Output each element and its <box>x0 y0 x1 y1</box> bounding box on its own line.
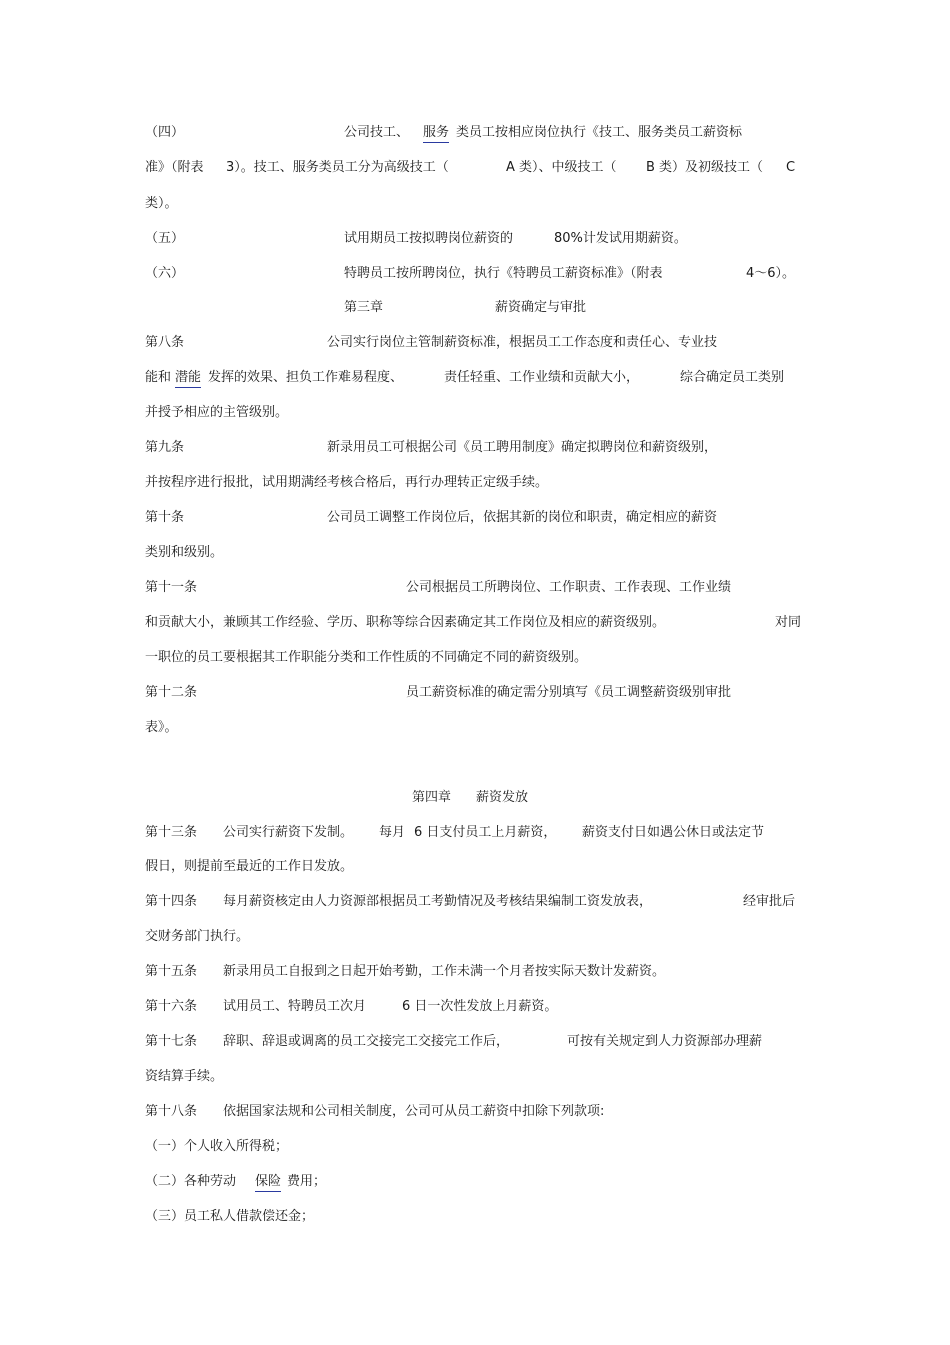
text-span: 试用期员工按拟聘岗位薪资的 <box>344 231 514 246</box>
text-span: 对同 <box>775 615 802 630</box>
text-span: 特聘员工按所聘岗位，执行《特聘员工薪资标准》（附表 <box>344 266 663 281</box>
article-15-label: 第十五条 <box>145 964 198 979</box>
text-span: 新录用员工自报到之日起开始考勤，工作未满一个月者按实际天数计发薪资。 <box>223 964 666 979</box>
text-span: 公司员工调整工作岗位后，依据其新的岗位和职责，确定相应的薪资 <box>327 510 718 525</box>
article-16-label: 第十六条 <box>145 999 198 1014</box>
service-link[interactable]: 服务 <box>423 125 449 143</box>
text-span: 3）。技工、服务类员工分为高级技工（ <box>226 160 449 175</box>
article-12-label: 第十二条 <box>145 685 198 700</box>
text-span: 依据国家法规和公司相关制度，公司可从员工薪资中扣除下列款项: <box>223 1104 605 1119</box>
article-17-label: 第十七条 <box>145 1034 198 1049</box>
article-9-label: 第九条 <box>145 440 185 455</box>
article-13-label: 第十三条 <box>145 825 198 840</box>
text-span: 每月薪资核定由人力资源部根据员工考勤情况及考核结果编制工资发放表， <box>223 894 653 909</box>
text-span: 准》（附表 <box>145 160 204 175</box>
text-span: 表》。 <box>145 720 178 735</box>
text-span: 和贡献大小，兼顾其工作经验、学历、职称等综合因素确定其工作岗位及相应的薪资级别。 <box>145 615 666 630</box>
text-span: 公司技工、 <box>344 125 410 140</box>
text-span: 公司实行薪资下发制。 <box>223 825 354 840</box>
text-span: 综合确定员工类别 <box>680 370 785 385</box>
text-span: B 类）及初级技工（ <box>646 160 764 175</box>
article-18-label: 第十八条 <box>145 1104 198 1119</box>
text-span: 6 日一次性发放上月薪资。 <box>402 999 558 1014</box>
chapter-3-number: 第三章 <box>344 300 384 315</box>
article-11-label: 第十一条 <box>145 580 198 595</box>
text-span: 试用员工、特聘员工次月 <box>223 999 367 1014</box>
text-span: 公司实行岗位主管制薪资标准，根据员工工作态度和责任心、专业技 <box>327 335 718 350</box>
text-span: 每月 <box>379 825 406 840</box>
chapter-4-number: 第四章 <box>412 790 452 805</box>
text-span: A 类）、中级技工（ <box>506 160 617 175</box>
text-span: 费用； <box>287 1174 327 1189</box>
list-item: （一）个人收入所得税； <box>145 1139 289 1154</box>
potential-link[interactable]: 潜能 <box>175 370 201 388</box>
text-span: 能和 <box>145 370 172 385</box>
text-span: 可按有关规定到人力资源部办理薪 <box>567 1034 763 1049</box>
text-span: 并按程序进行报批，试用期满经考核合格后，再行办理转正定级手续。 <box>145 475 549 490</box>
article-10-label: 第十条 <box>145 510 185 525</box>
item-4-label: （四） <box>145 125 185 140</box>
text-span: 员工薪资标准的确定需分别填写《员工调整薪资级别审批 <box>406 685 732 700</box>
list-item: （三）员工私人借款偿还金； <box>145 1209 315 1224</box>
item-5-label: （五） <box>145 231 185 246</box>
text-span: C <box>786 160 796 175</box>
text-span: 假日，则提前至最近的工作日发放。 <box>145 859 354 874</box>
insurance-link[interactable]: 保险 <box>255 1174 281 1192</box>
text-span: 类）。 <box>145 196 178 211</box>
text-span: 资结算手续。 <box>145 1069 224 1084</box>
text-span: 辞职、辞退或调离的员工交接完工交接完工作后， <box>223 1034 510 1049</box>
text-span: 并授予相应的主管级别。 <box>145 405 289 420</box>
text-span: 一职位的员工要根据其工作职能分类和工作性质的不同确定不同的薪资级别。 <box>145 650 588 665</box>
text-span: 80%计发试用期薪资。 <box>554 231 687 246</box>
item-6-label: （六） <box>145 266 185 281</box>
article-8-label: 第八条 <box>145 335 185 350</box>
text-span: 4～6）。 <box>746 266 796 281</box>
text-span: 责任轻重、工作业绩和贡献大小， <box>444 370 640 385</box>
text-span: 类别和级别。 <box>145 545 224 560</box>
chapter-4-title: 薪资发放 <box>476 790 529 805</box>
text-span: （二）各种劳动 <box>145 1174 237 1189</box>
text-span: 薪资支付日如遇公休日或法定节 <box>582 825 765 840</box>
text-span: 类员工按相应岗位执行《技工、服务类员工薪资标 <box>456 125 743 140</box>
text-span: 经审批后 <box>743 894 796 909</box>
chapter-3-title: 薪资确定与审批 <box>495 300 587 315</box>
text-span: 新录用员工可根据公司《员工聘用制度》确定拟聘岗位和薪资级别， <box>327 440 718 455</box>
text-span: 公司根据员工所聘岗位、工作职责、工作表现、工作业绩 <box>406 580 732 595</box>
article-14-label: 第十四条 <box>145 894 198 909</box>
text-span: 发挥的效果、担负工作难易程度、 <box>208 370 404 385</box>
text-span: 交财务部门执行。 <box>145 929 250 944</box>
text-span: 6 日支付员工上月薪资， <box>414 825 557 840</box>
